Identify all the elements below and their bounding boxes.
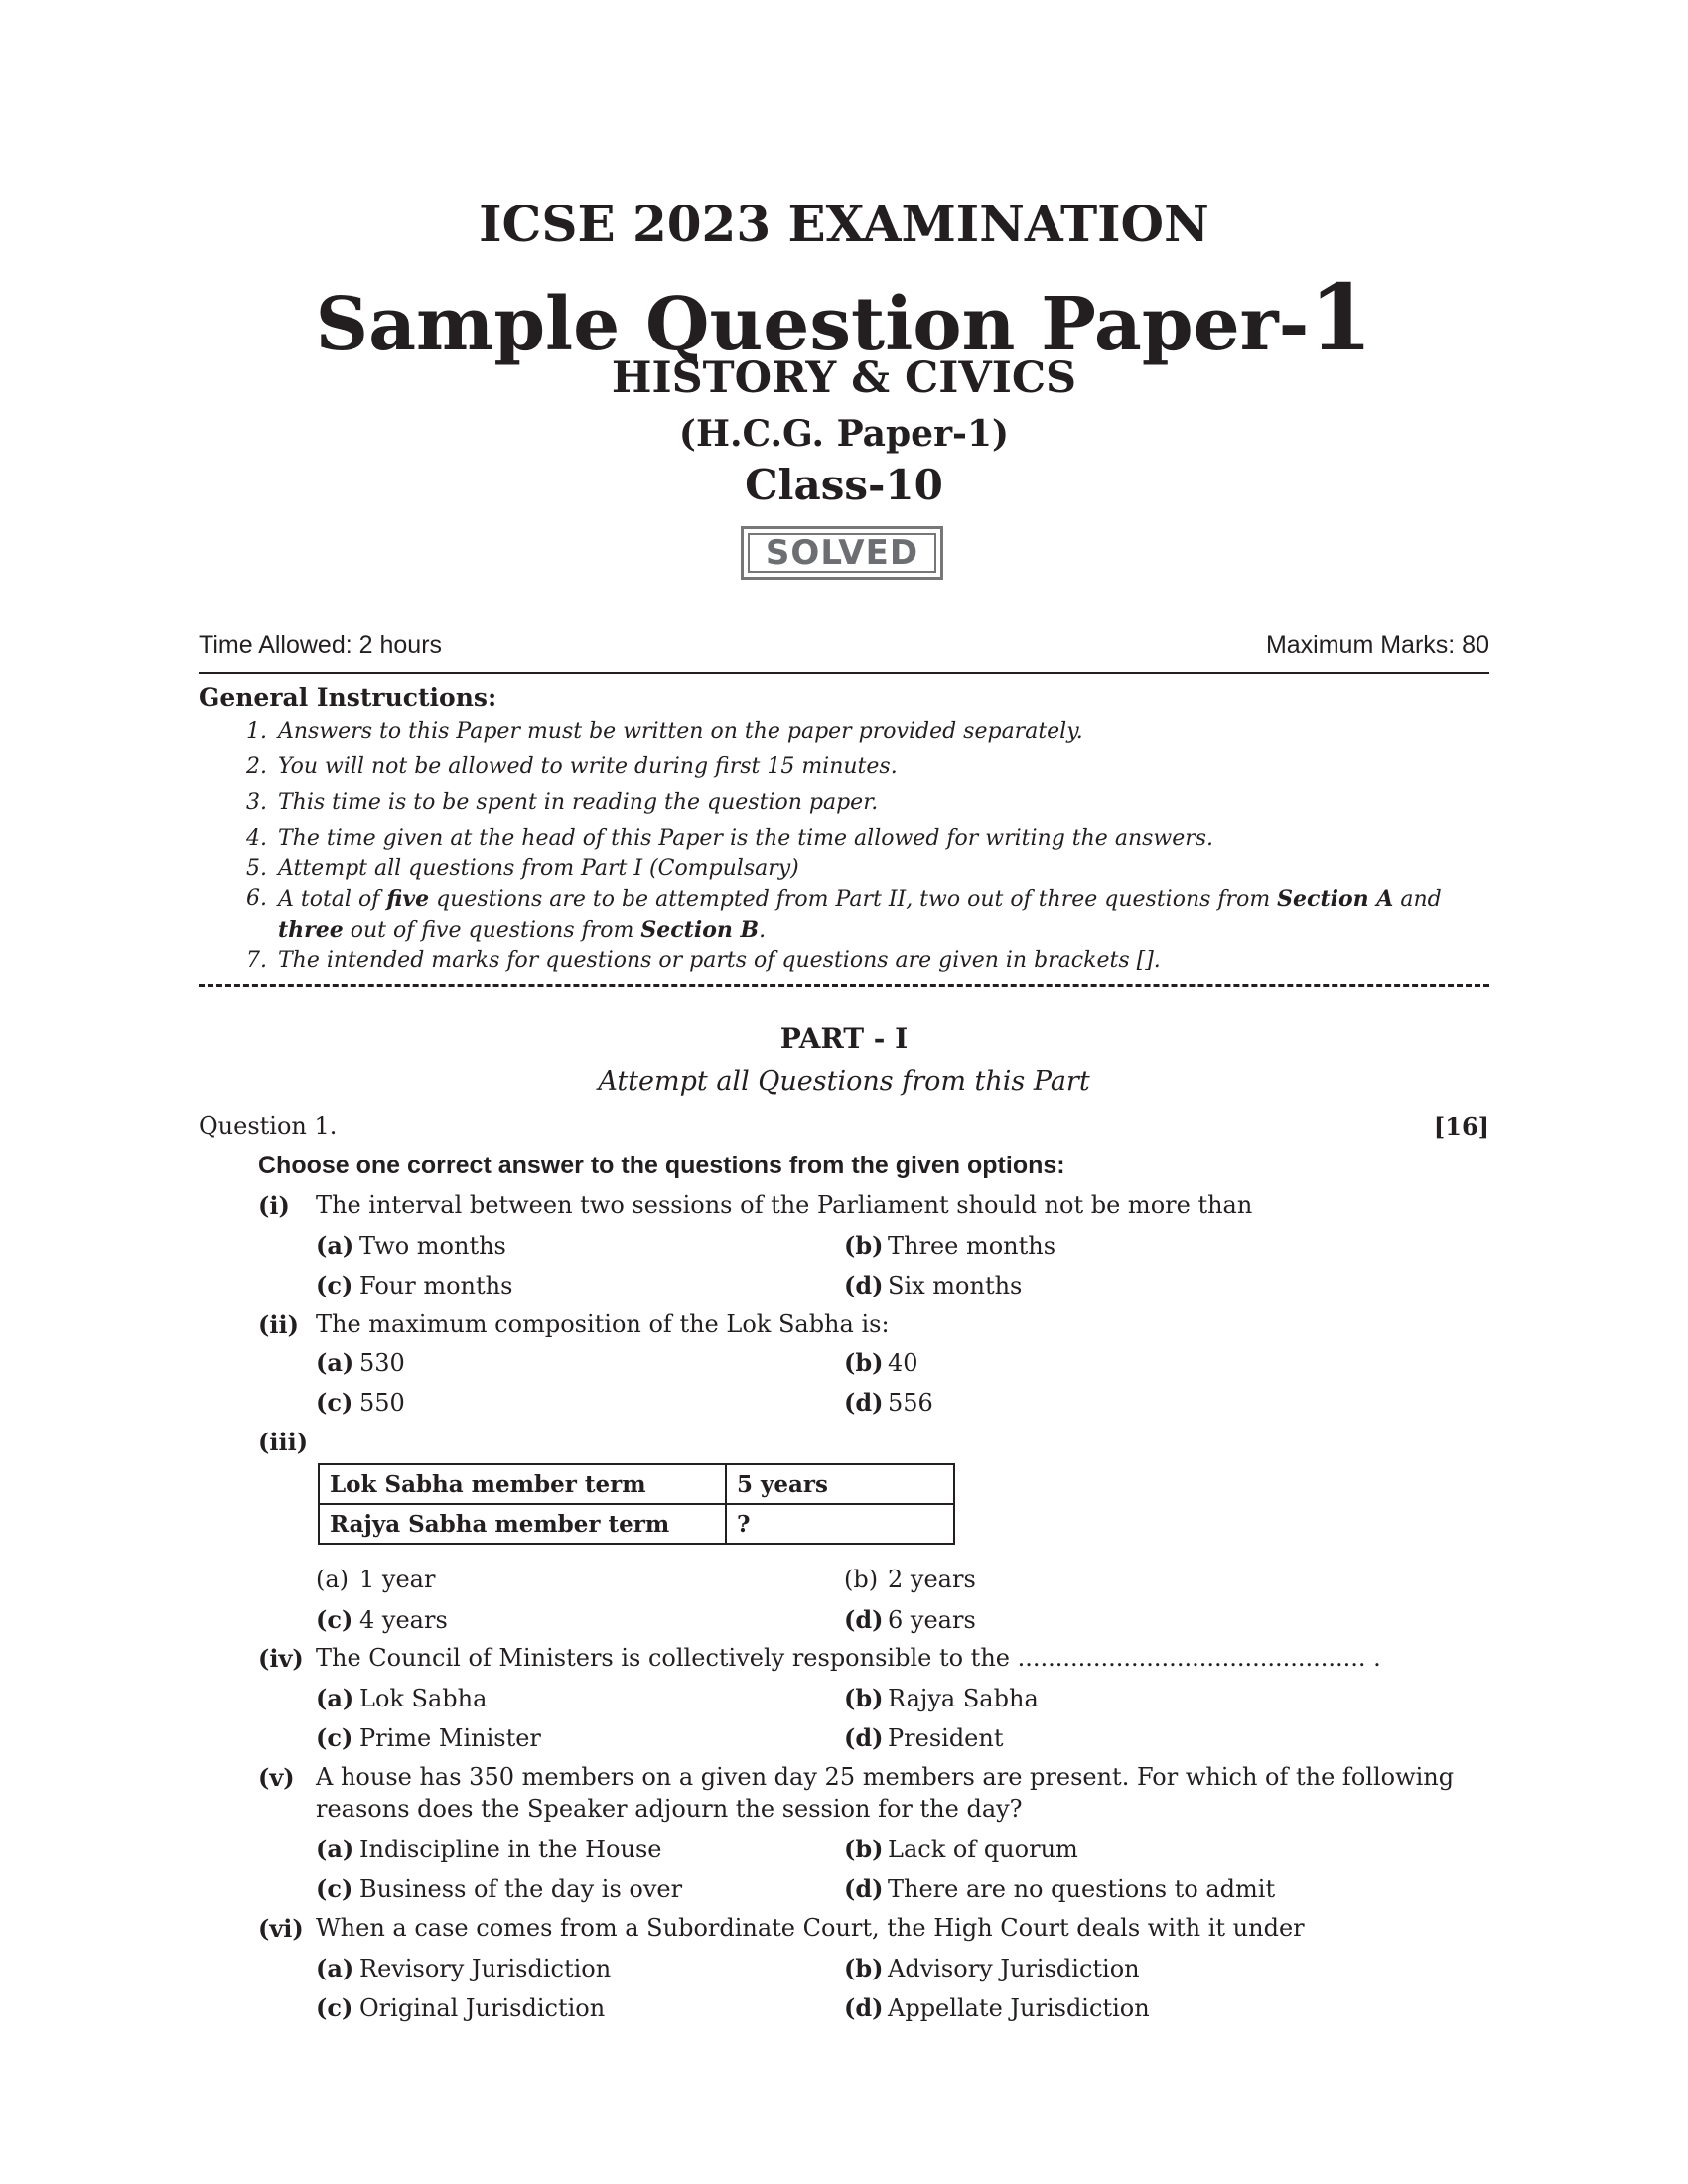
subquestion-text: The interval between two sessions of the Parliament should not be more than	[316, 1191, 1253, 1219]
instruction-text: This time is to be spent in reading the question paper.	[278, 790, 879, 815]
table-cell: 5 years	[726, 1464, 954, 1504]
question-label: Question 1.	[199, 1112, 338, 1140]
subquestion-number: (vi)	[258, 1914, 304, 1943]
subquestion-text: The maximum composition of the Lok Sabha is:	[316, 1310, 890, 1338]
instruction-text: You will not be allowed to write during first 15 minutes.	[278, 754, 898, 779]
instruction-number: 7.	[246, 948, 267, 973]
option: (d) 6 years	[844, 1605, 976, 1634]
subquestion-text: The Council of Ministers is collectively responsible to the .............................................. .	[316, 1644, 1381, 1672]
option: (a) Revisory Jurisdiction	[316, 1954, 612, 1982]
subquestion-number: (iv)	[258, 1644, 304, 1673]
instruction-item	[246, 752, 1489, 782]
instruction-number: 1.	[246, 719, 267, 744]
instruction-number: 4.	[246, 826, 267, 851]
table-row	[319, 1464, 954, 1504]
instruction-item	[246, 854, 1489, 884]
subquestion-number: (iii)	[258, 1428, 309, 1456]
option: (d) There are no questions to admit	[844, 1874, 1276, 1903]
option: (b) 40	[844, 1348, 918, 1377]
solved-badge	[741, 526, 943, 580]
option: (d) 556	[844, 1388, 933, 1417]
instruction-text: The time given at the head of this Paper is the time allowed for writing the answers.	[278, 826, 1214, 851]
subquestion-number: (v)	[258, 1763, 295, 1792]
table-cell: Rajya Sabha member term	[319, 1504, 726, 1544]
instruction-number: 6.	[246, 887, 267, 911]
instruction-item	[246, 788, 1489, 818]
option: (c) 4 years	[316, 1605, 448, 1634]
instruction-number: 5.	[246, 856, 267, 881]
instructions-heading: General Instructions:	[199, 683, 497, 712]
subquestion-number: (ii)	[258, 1310, 299, 1339]
paper-code: (H.C.G. Paper-1)	[678, 413, 1010, 455]
question-instruction: Choose one correct answer to the questions from the given options:	[258, 1152, 1065, 1179]
maximum-marks: Maximum Marks: 80	[1265, 631, 1489, 659]
paper-title-text: Sample Question Paper-	[315, 282, 1310, 367]
option: (b) Advisory Jurisdiction	[844, 1954, 1140, 1982]
option: (a) 1 year	[316, 1566, 436, 1593]
time-allowed: Time Allowed: 2 hours	[199, 631, 443, 659]
option: (c) Original Jurisdiction	[316, 1993, 606, 2022]
instruction-number: 3.	[246, 790, 267, 815]
table-row	[319, 1504, 954, 1544]
instruction-text: Answers to this Paper must be written on the paper provided separately.	[278, 719, 1083, 744]
instruction-item	[246, 946, 1489, 976]
solved-badge-label: SOLVED	[748, 533, 936, 573]
exam-title: ICSE 2023 EXAMINATION	[479, 195, 1209, 253]
part-title: PART - I	[779, 1023, 909, 1055]
instruction-text: A total of five questions are to be attempted from Part II, two out of three questions from Section A and three out of five questions from Section B.	[278, 887, 1442, 943]
option: (c) 550	[316, 1388, 405, 1417]
table-cell: ?	[726, 1504, 954, 1544]
option: (b) Rajya Sabha	[844, 1684, 1039, 1712]
subquestion-text: A house has 350 members on a given day 25 members are present. For which of the following reasons does the Speaker adjourn the session for the day?	[316, 1763, 1455, 1823]
instruction-text: Attempt all questions from Part I (Compulsary)	[278, 856, 799, 881]
option: (c) Prime Minister	[316, 1723, 541, 1752]
instruction-item	[246, 824, 1489, 854]
option: (b) Three months	[844, 1231, 1056, 1260]
option: (b) Lack of quorum	[844, 1835, 1078, 1863]
paper-number: 1	[1309, 264, 1373, 371]
term-table	[318, 1463, 955, 1545]
option: (d) President	[844, 1723, 1004, 1752]
part-subtitle: Attempt all Questions from this Part	[598, 1066, 1090, 1097]
class-label: Class-10	[745, 461, 943, 509]
instruction-item	[246, 885, 1489, 946]
dashed-divider	[199, 984, 1489, 987]
option: (d) Appellate Jurisdiction	[844, 1993, 1150, 2022]
question-marks: [16]	[1433, 1112, 1489, 1141]
option: (c) Business of the day is over	[316, 1874, 683, 1903]
option: (a) Indiscipline in the House	[316, 1835, 662, 1863]
instruction-item	[246, 717, 1489, 747]
table-cell: Lok Sabha member term	[319, 1464, 726, 1504]
instruction-text: The intended marks for questions or parts of questions are given in brackets [].	[278, 948, 1161, 973]
subquestion-text: When a case comes from a Subordinate Court, the High Court deals with it under	[316, 1914, 1305, 1942]
subquestion-number: (i)	[258, 1191, 290, 1220]
header-divider	[199, 672, 1489, 674]
option: (d) Six months	[844, 1271, 1023, 1299]
option: (a) Lok Sabha	[316, 1684, 488, 1712]
subject-title: HISTORY & CIVICS	[611, 353, 1077, 403]
option: (a) 530	[316, 1348, 405, 1377]
instruction-number: 2.	[246, 754, 267, 779]
option: (b) 2 years	[844, 1566, 976, 1593]
option: (a) Two months	[316, 1231, 506, 1260]
option: (c) Four months	[316, 1271, 513, 1299]
